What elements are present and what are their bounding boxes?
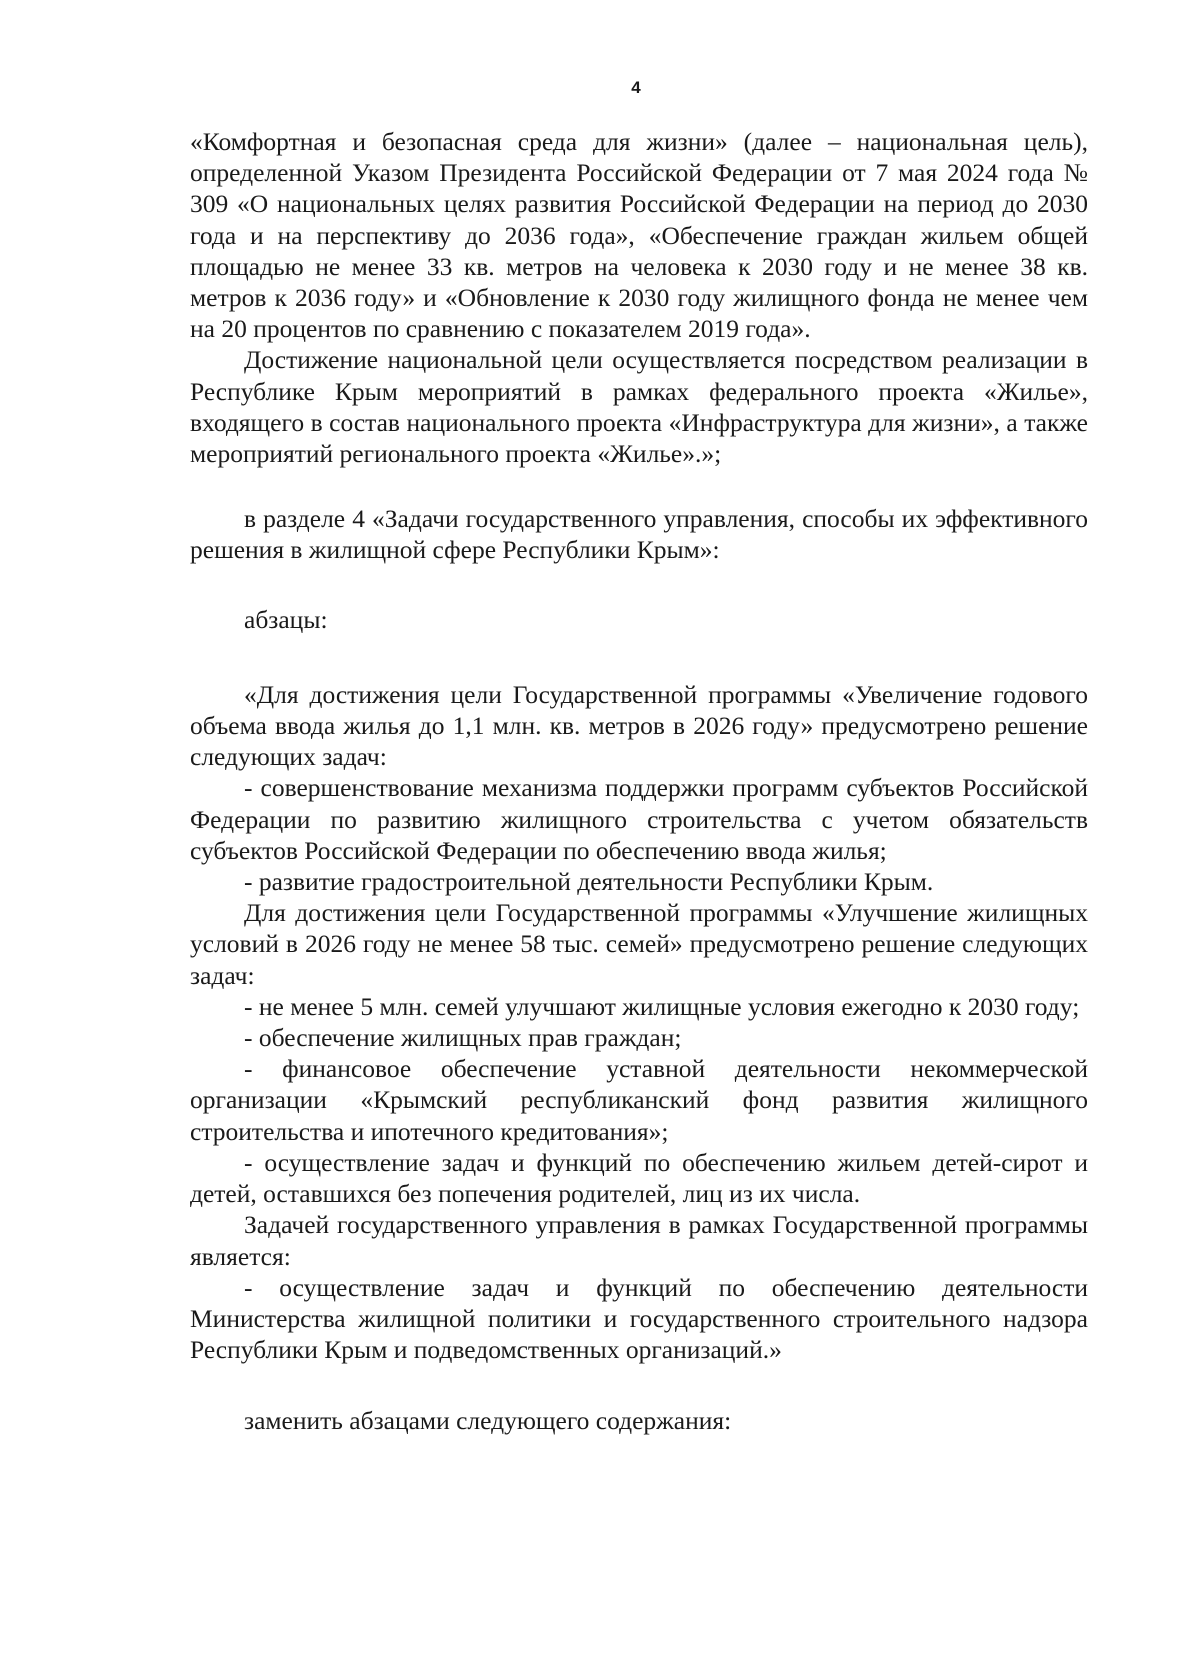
list-item: - осуществление задач и функций по обеспечению жильем детей-сирот и детей, оставшихся без попечения родителей, лиц из их числа. bbox=[190, 1147, 1088, 1209]
paragraph-goal-achievement: Достижение национальной цели осуществляется посредством реализации в Республике Крым мероприятий в рамках федерального проекта «Жилье», входящего в состав национального проекта «Инфраструктура для жизни», а также мероприятий регионального проекта «Жилье».»; bbox=[190, 345, 1088, 469]
list-item: - осуществление задач и функций по обеспечению деятельности Министерства жилищной политики и государственного строительного надзора Республики Крым и подведомственных организаций.» bbox=[190, 1272, 1088, 1365]
paragraph-section-4: в разделе 4 «Задачи государственного управления, способы их эффективного решения в жилищной сфере Республики Крым»: bbox=[190, 504, 1088, 565]
document-body bbox=[190, 126, 1088, 1437]
paragraph-replace: заменить абзацами следующего содержания: bbox=[244, 1406, 732, 1436]
list-item: - не менее 5 млн. семей улучшают жилищные условия ежегодно к 2030 году; bbox=[244, 991, 1080, 1021]
list-item: - финансовое обеспечение уставной деятельности некоммерческой организации «Крымский республиканский фонд развития жилищного строительства и ипотечного кредитования»; bbox=[190, 1054, 1088, 1146]
paragraph-housing-volume-goal: «Для достижения цели Государственной программы «Увеличение годового объема ввода жилья до 1,1 млн. кв. метров в 2026 году» предусмотрено решение следующих задач: bbox=[190, 679, 1088, 772]
list-item: - совершенствование механизма поддержки программ субъектов Российской Федерации по развитию жилищного строительства с учетом обязательств субъектов Российской Федерации по обеспечению ввода жилья; bbox=[190, 773, 1088, 865]
list-item: - обеспечение жилищных прав граждан; bbox=[244, 1023, 682, 1053]
paragraph-national-goal: «Комфортная и безопасная среда для жизни» (далее – национальная цель), определенной Указом Президента Российской Федерации от 7 мая 2024 года № 309 «О национальных целях развития Российской Федерации на период до 2030 года и на перспективу до 2036 года», «Обеспечение граждан жильем общей площадью не менее 33 кв. метров на человека к 2030 году и не менее 38 кв. метров к 2036 году» и «Обновление к 2030 году жилищного фонда не менее чем на 20 процентов по сравнению с показателем 2019 года». bbox=[190, 127, 1088, 344]
list-item: - развитие градостроительной деятельности Республики Крым. bbox=[244, 867, 934, 897]
paragraph-living-conditions-goal: Для достижения цели Государственной программы «Улучшение жилищных условий в 2026 году не менее 58 тыс. семей» предусмотрено решение следующих задач: bbox=[190, 898, 1088, 990]
paragraph-management-task: Задачей государственного управления в рамках Государственной программы является: bbox=[190, 1210, 1088, 1271]
paragraph-abzatsy: абзацы: bbox=[244, 604, 328, 634]
page-number: 4 bbox=[631, 78, 641, 97]
